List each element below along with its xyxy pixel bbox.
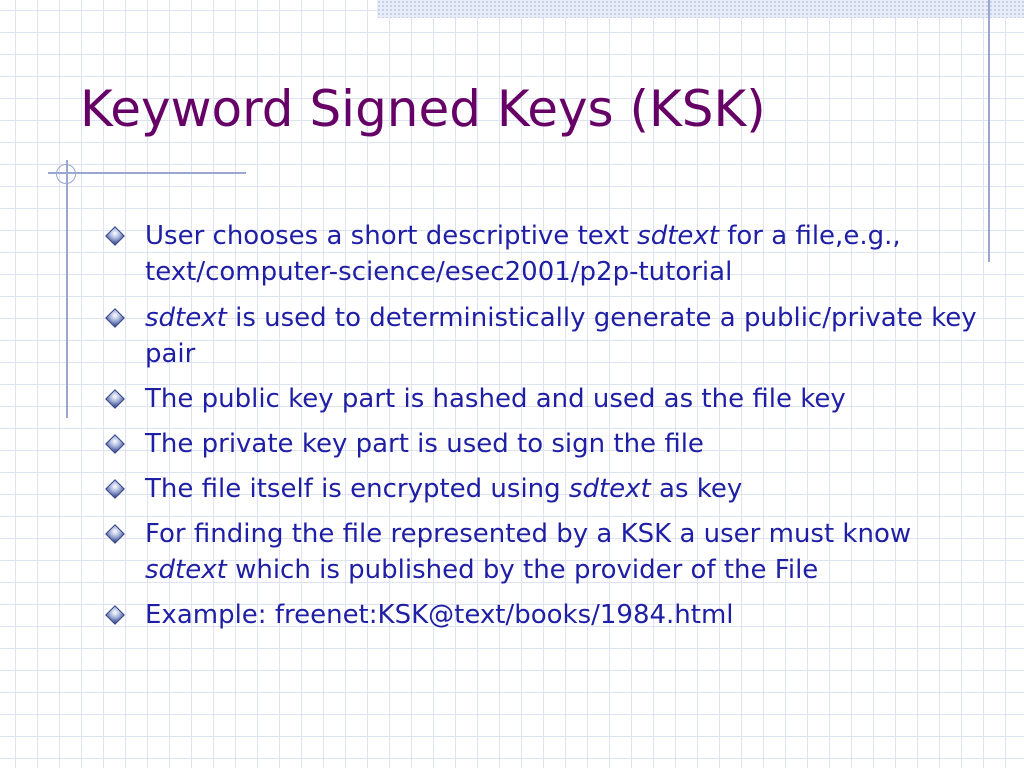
bullet-list: [104, 218, 984, 642]
bullet-emphasis: sdtext: [145, 555, 227, 585]
diamond-bullet-icon: [105, 479, 125, 499]
diamond-bullet-icon: [105, 389, 125, 409]
bullet-item: [104, 471, 984, 507]
left-decorative-line: [66, 160, 68, 418]
slide-title: Keyword Signed Keys (KSK): [80, 80, 766, 138]
bullet-item: [104, 597, 984, 633]
bullet-text: as key: [650, 474, 743, 504]
diamond-bullet-icon: [105, 308, 125, 328]
bullet-item: [104, 516, 984, 588]
diamond-bullet-icon: [105, 434, 125, 454]
bullet-text: is used to deterministically generate a public/private key pair: [145, 303, 977, 369]
bullet-text: for a file,e.g., text/computer-science/esec2001/p2p-tutorial: [145, 221, 901, 287]
bullet-item: [104, 300, 984, 372]
bullet-text: The file itself is encrypted using: [145, 474, 569, 504]
bullet-emphasis: sdtext: [568, 474, 651, 504]
bullet-text: The public key part is hashed and used as the file key: [145, 384, 846, 414]
right-decorative-line: [988, 0, 990, 262]
bullet-text: The private key part is used to sign the file: [145, 429, 704, 459]
bullet-text: Example: freenet:KSK@text/books/1984.html: [145, 600, 734, 630]
bullet-item: [104, 381, 984, 417]
bullet-emphasis: sdtext: [637, 221, 719, 251]
bullet-text: User chooses a short descriptive text: [145, 221, 638, 251]
diamond-bullet-icon: [105, 524, 125, 544]
bullet-item: [104, 426, 984, 462]
diamond-bullet-icon: [105, 605, 125, 625]
bullet-text: For finding the file represented by a KSK a user must know: [145, 519, 912, 549]
diamond-bullet-icon: [105, 226, 125, 246]
crosshair-ornament: [56, 164, 76, 184]
bullet-emphasis: sdtext: [145, 303, 227, 333]
top-decorative-band: [377, 0, 1024, 18]
bullet-item: [104, 218, 984, 290]
bullet-text: which is published by the provider of the File: [226, 555, 819, 585]
title-underline: [48, 172, 246, 174]
